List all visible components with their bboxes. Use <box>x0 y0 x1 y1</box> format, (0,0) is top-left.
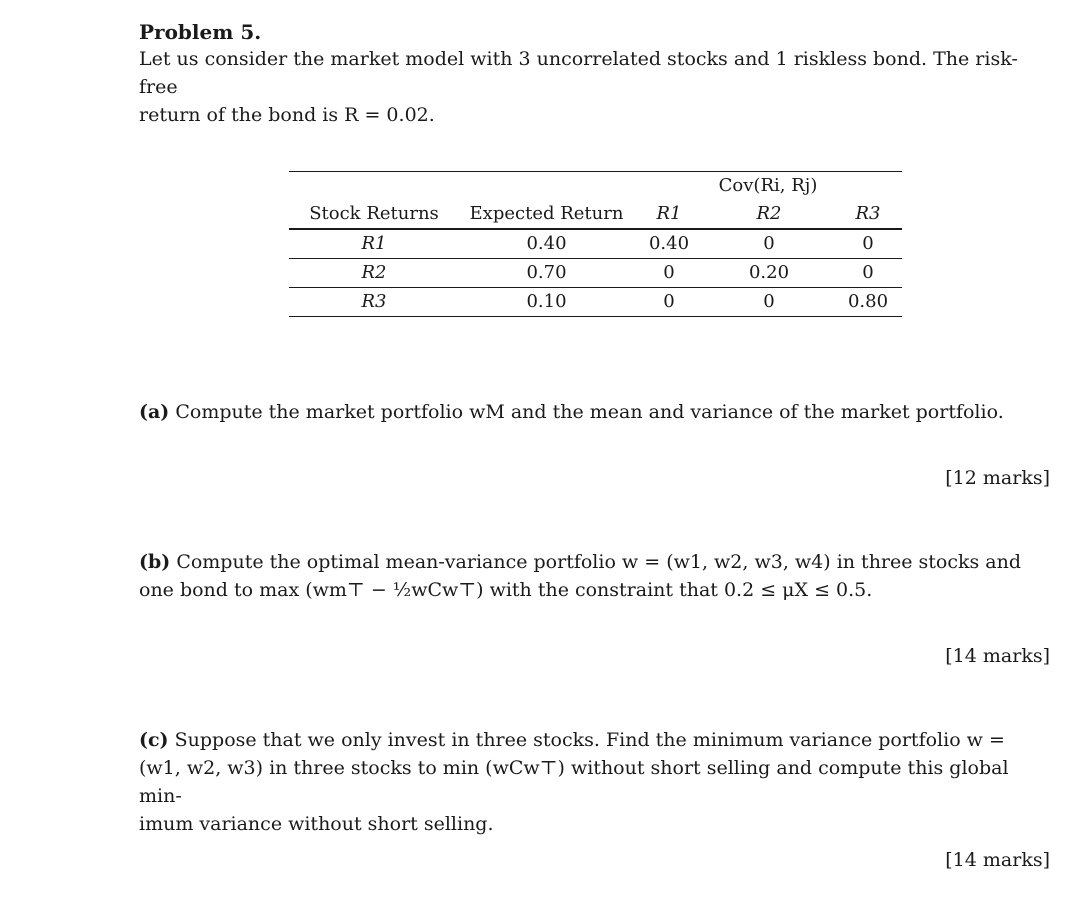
part-c-marks: [14 marks] <box>945 849 1050 871</box>
part-c <box>139 726 1051 838</box>
table-row <box>289 229 902 259</box>
table-cell: 0 <box>834 229 902 259</box>
part-c-line-1: Suppose that we only invest in three stocks. Find the minimum variance portfolio w = <box>174 729 1005 751</box>
table-cell: 0.40 <box>634 229 704 259</box>
table-cell: 0 <box>834 259 902 288</box>
problem-intro <box>139 45 1051 129</box>
stock-data-table <box>289 171 902 317</box>
intro-line-1: Let us consider the market model with 3 uncorrelated stocks and 1 riskless bond. The risk-free <box>139 48 1018 98</box>
table-header-row <box>289 200 902 229</box>
table-cell: 0 <box>704 229 834 259</box>
col-header: Stock Returns <box>289 200 459 229</box>
part-a-label: (a) <box>139 401 170 423</box>
table-cell: R3 <box>289 288 459 317</box>
table-row <box>289 288 902 317</box>
table-cell: 0 <box>634 259 704 288</box>
col-header: Expected Return <box>459 200 634 229</box>
table-cell: 0.40 <box>459 229 634 259</box>
part-c-line-3: imum variance without short selling. <box>139 813 494 835</box>
table-cell: 0.10 <box>459 288 634 317</box>
table-cell: 0 <box>634 288 704 317</box>
table-cell: 0.20 <box>704 259 834 288</box>
col-header: R1 <box>634 200 704 229</box>
table-cell: R1 <box>289 229 459 259</box>
table-cell: 0 <box>704 288 834 317</box>
col-header: R2 <box>704 200 834 229</box>
part-b-label: (b) <box>139 551 171 573</box>
part-a-text: Compute the market portfolio wM and the mean and variance of the market portfolio. <box>175 401 1004 423</box>
part-b <box>139 548 1051 604</box>
problem-title: Problem 5. <box>139 20 262 44</box>
part-c-label: (c) <box>139 729 169 751</box>
part-b-marks: [14 marks] <box>945 645 1050 667</box>
table-cell: 0.80 <box>834 288 902 317</box>
part-a <box>139 398 1051 426</box>
table-row <box>289 259 902 288</box>
table-cell: 0.70 <box>459 259 634 288</box>
col-header: R3 <box>834 200 902 229</box>
intro-line-2: return of the bond is R = 0.02. <box>139 104 435 126</box>
part-a-marks: [12 marks] <box>945 467 1050 489</box>
part-b-line-1: Compute the optimal mean-variance portfolio w = (w1, w2, w3, w4) in three stocks and <box>176 551 1022 573</box>
cov-header: Cov(Ri, Rj) <box>634 172 902 201</box>
part-b-line-2: one bond to max (wm⊤ − ½wCw⊤) with the constraint that 0.2 ≤ μX ≤ 0.5. <box>139 579 873 601</box>
part-c-line-2: (w1, w2, w3) in three stocks to min (wCw⊤) without short selling and compute this global min- <box>139 757 1009 807</box>
table-cell: R2 <box>289 259 459 288</box>
